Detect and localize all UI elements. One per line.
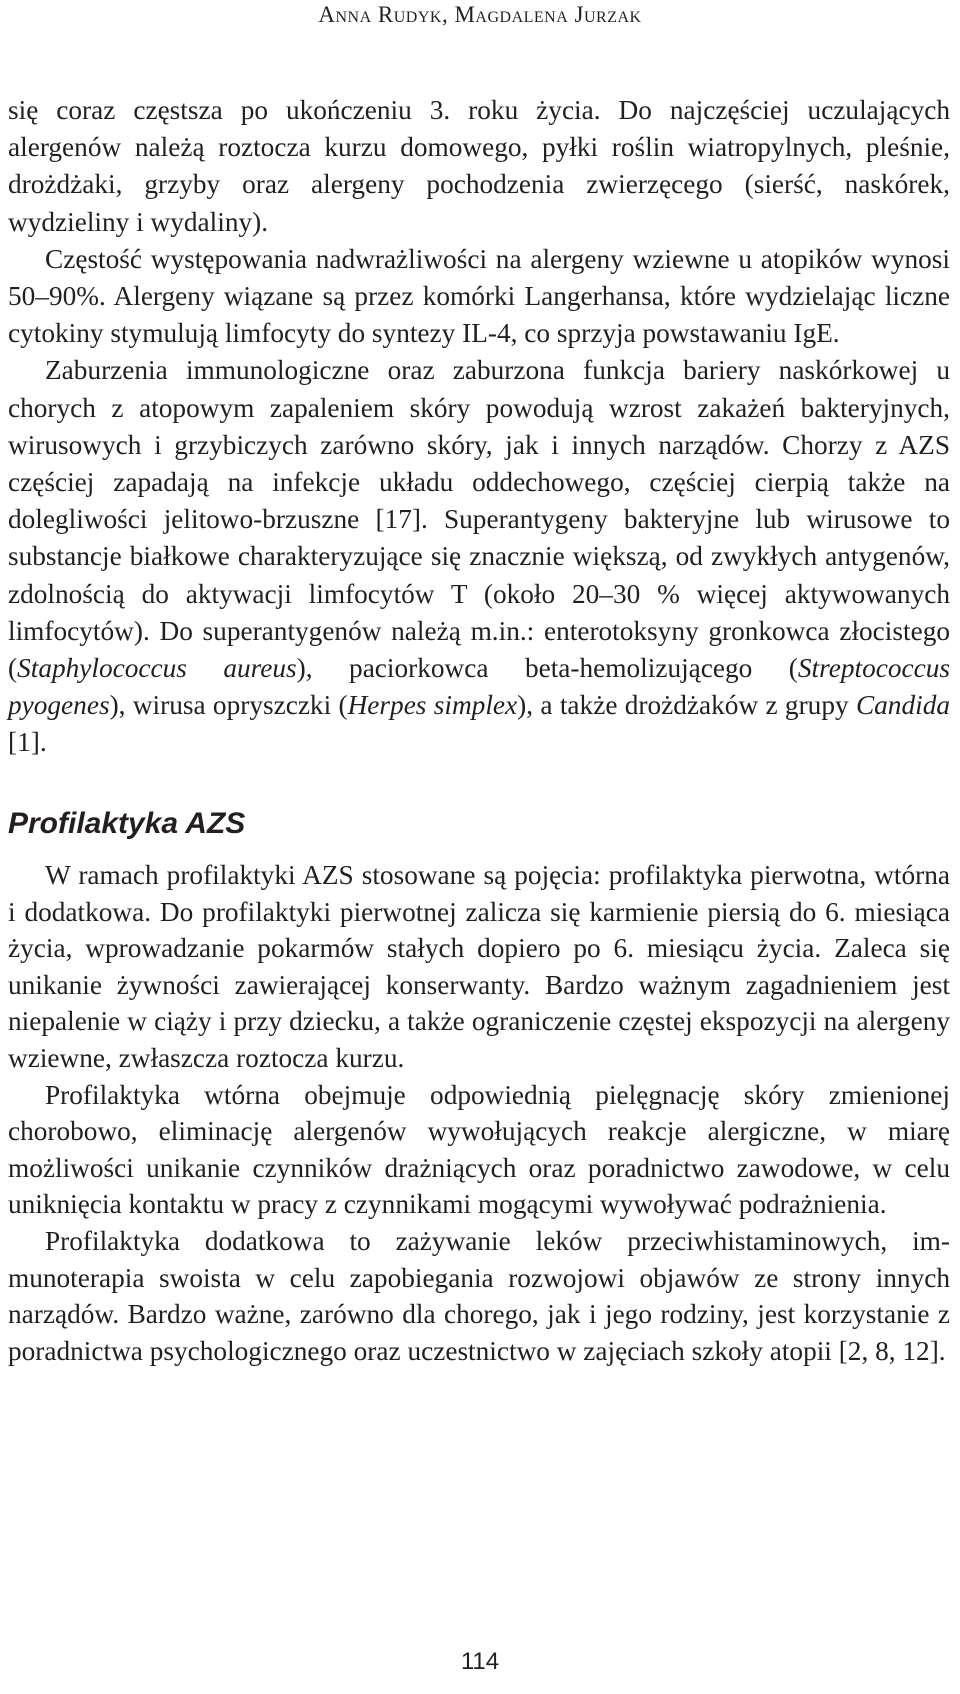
paragraph-allergens: się coraz częstsza po ukończeniu 3. roku życia. Do najczęściej uczulających alergenów należą roztocza kurzu domowego, pyłki roślin wiatropylnych, pleśnie, drożdżaki, grzyby oraz alergeny pochodzenia zwierzęcego (sierść, naskórek, wydzieliny i wydaliny). [8,95,950,237]
body-text-after-heading [8,857,950,1369]
paragraph-secondary-prevention: Profilaktyka wtórna obejmuje odpowiednią pielęgnację skóry zmienionej chorobowo, eliminację alergenów wywołujących reakcje alergiczne, w miarę możliwości unikanie czynników drażniących oraz poradnictwo zawodowe, w celu uniknięcia kontaktu w pracy z czynnikami mogącymi wywoływać podrażnienia. [8,1079,950,1220]
paragraph-immune-disorders [8,352,950,761]
page-number: 114 [460,1648,500,1675]
species-name: Streptococcus pyogenes [8,653,950,721]
species-name: Herpes simplex [347,690,518,721]
section-heading: Profilaktyka AZS [8,807,246,840]
paragraph-text-segment: ), paciorkowca beta-hemolizującego ( [296,653,798,684]
paragraph-text-segment: [1]. [8,727,47,758]
paragraph-text-segment: ), wirusa opryszczki ( [109,690,348,721]
paragraph-inhalant-allergens: Częstość występowania nadwrażliwości na alergeny wziewne u atopików wynosi 50–90%. Alergeny wiązane są przez komórki Langerhansa, które wydzielając liczne cytokiny stymulują limfocyty do syntezy IL-4, co sprzyja powstawaniu IgE. [8,243,950,349]
species-name: Candida [855,690,950,721]
paragraph-prevention-types: W ramach profilaktyki AZS stosowane są pojęcia: profilaktyka pierwotna, wtórna i dodatkowa. Do profilaktyki pierwotnej zalicza się karmienie piersią do 6. miesiąca życia, wprowadzanie pokarmów stałych dopiero po 6. miesiącu życia. Zaleca się unikanie żywności zawierającej konserwanty. Bardzo ważnym zagadnieniem jest niepalenie w ciąży i przy dziecku, a także ograniczenie częstej ekspozycji na alergeny wziewne, zwłaszcza roztocza kurzu. [8,860,950,1073]
paragraph-text-segment: Zaburzenia immunologiczne oraz zaburzona funkcja bariery naskórkowej u chorych z atopowym zapaleniem skóry powodują wzrost zakażeń bakteryjnych, wirusowych i grzybiczych zarówno skóry, jak i innych narządów. Chorzy z AZS częściej zapadają na infekcje układu oddechowego, częściej cierpią także na dolegliwości jelitowo-brzuszne [17]. Superantygeny bakteryjne lub wirusowe to substancje białkowe charakteryzujące się znacznie większą, od zwykłych antygenów, zdolnością do aktywacji limfocytów T (około 20–30 % więcej aktywowanych limfocytów). Do superantygenów należą m.in.: enterotoksyny gronkowca złocistego ( [8,355,950,684]
body-text-before-heading [8,92,950,762]
species-name: Staphylococcus aureus [17,653,297,684]
paragraph-text-segment: ), a także drożdżaków z grupy [517,690,856,721]
running-head: Anna Rudyk, Magdalena Jurzak [318,2,642,27]
paragraph-additional-prevention: Profilaktyka dodatkowa to zażywanie leków przeciwhistaminowych, immunoterapia swoista w celu zapobiegania rozwojowi objawów ze strony innych narządów. Bardzo ważne, zarówno dla chorego, jak i jego rodziny, jest korzystanie z poradnictwa psychologicznego oraz uczestnictwo w zajęciach szkoły atopii [2, 8, 12]. [8,1225,950,1366]
